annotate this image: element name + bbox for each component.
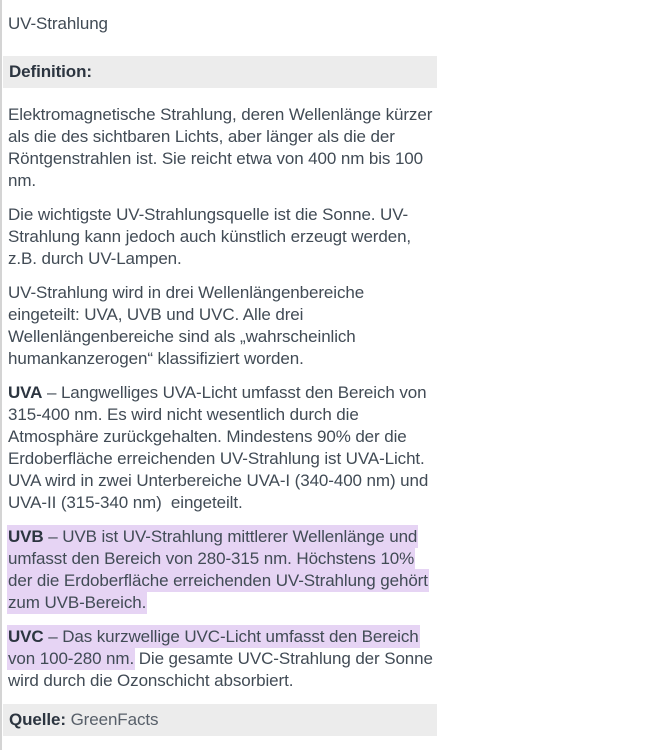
paragraph-wavelength-ranges: UV-Strahlung wird in drei Wellenlängenbereiche eingeteilt: UVA, UVB und UVC. Alle drei Wellenlängenbereiche sind als „wahrscheinlich humankanzerogen“ klassifiziert worden. bbox=[8, 283, 365, 368]
definition-content bbox=[3, 0, 437, 736]
source-bar bbox=[3, 704, 437, 736]
source-value: GreenFacts bbox=[70, 710, 159, 729]
uvc-highlight-text: – Das kurzwellige UVC-Licht umfasst den Bereich von 100-280 nm. bbox=[8, 627, 419, 668]
source-label: Quelle: bbox=[9, 710, 66, 729]
uva-term: UVA bbox=[8, 383, 43, 402]
definition-header-bar bbox=[3, 56, 437, 88]
paragraph-wavelength-definition: Elektromagnetische Strahlung, deren Wellenlänge kürzer als die des sichtbaren Lichts, aber länger als die der Röntgenstrahlen ist. Sie reicht etwa von 400 nm bis 100 nm. bbox=[8, 105, 433, 190]
uvb-highlight bbox=[7, 525, 429, 614]
paragraph-uva bbox=[3, 382, 437, 514]
uvc-rest-text: Die gesamte UVC-Strahlung der Sonne wird durch die Ozonschicht absorbiert. bbox=[8, 649, 433, 690]
uvc-term: UVC bbox=[8, 627, 44, 646]
uva-text: – Langwelliges UVA-Licht umfasst den Bereich von 315-400 nm. Es wird nicht wesentlich durch die Atmosphäre zurückgehalten. Mindestens 90% der die Erdoberfläche erreichenden UV-Strahlung ist UVA-Licht. UVA wird in zwei Unterbereiche UVA-I (340-400 nm) und UVA-II (315-340 nm) eingeteilt. bbox=[8, 383, 429, 512]
uvb-highlight-text: – UVB ist UV-Strahlung mittlerer Wellenlänge und umfasst den Bereich von 280-315 nm. Höchstens 10% der die Erdoberfläche erreichenden UV-Strahlung gehört zum UVB-Bereich. bbox=[8, 527, 428, 612]
paragraph-uvb bbox=[3, 526, 437, 614]
paragraph-uvc bbox=[3, 626, 437, 692]
page-title: UV-Strahlung bbox=[8, 14, 108, 33]
paragraph-uv-sources: Die wichtigste UV-Strahlungsquelle ist die Sonne. UV-Strahlung kann jedoch auch künstlich erzeugt werden, z.B. durch UV-Lampen. bbox=[8, 205, 412, 268]
left-edge-divider bbox=[0, 0, 2, 750]
definition-label: Definition: bbox=[9, 62, 92, 81]
uvb-term: UVB bbox=[8, 527, 44, 546]
